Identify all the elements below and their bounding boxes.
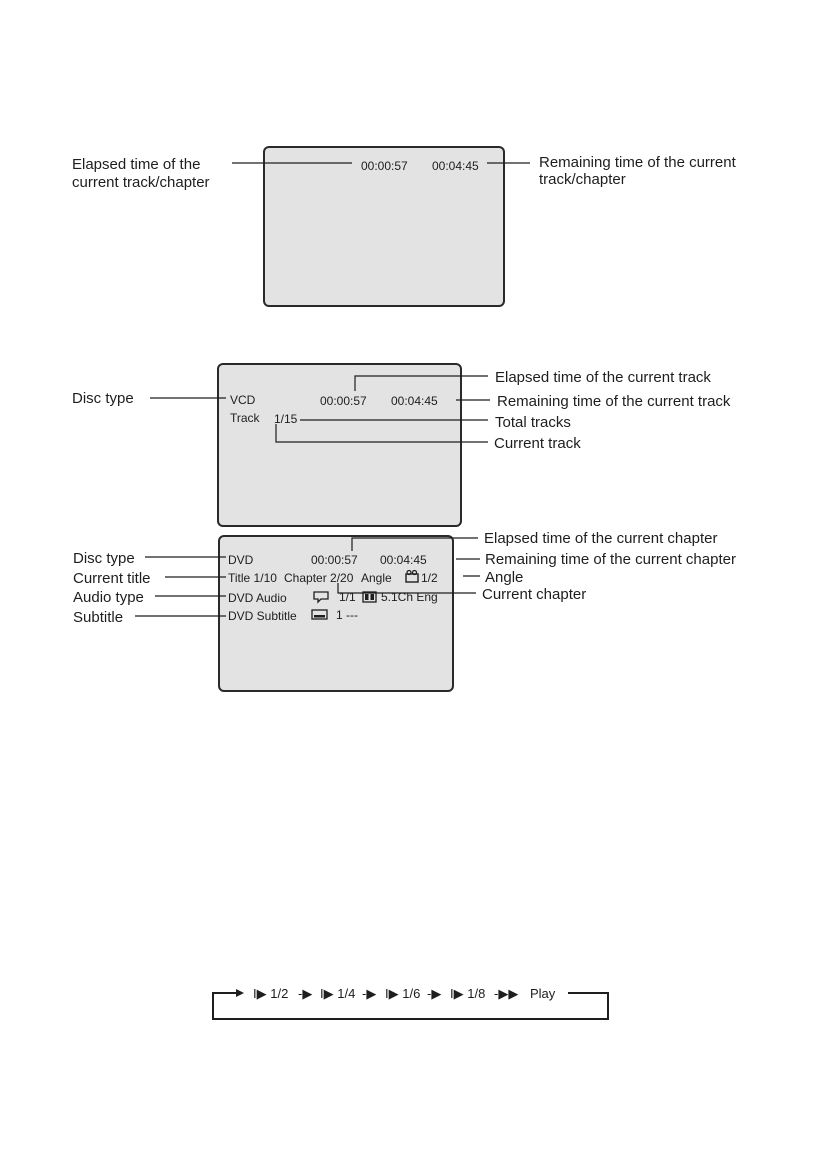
label-total-tracks: Total tracks [495, 414, 571, 431]
chapter-value: Chapter 2/20 [284, 571, 354, 585]
slow-step-1 [253, 986, 288, 1001]
track-label: Track [230, 411, 260, 425]
slow-step-value: 1/4 [337, 986, 356, 1001]
label-angle: Angle [485, 569, 524, 586]
slow-step-value: 1/6 [402, 986, 421, 1001]
play-label: Play [530, 986, 556, 1001]
label-elapsed-chapter: Elapsed time of the current chapter [484, 530, 718, 547]
label-remaining-chapter: Remaining time of the current chapter [485, 551, 736, 568]
slow-play-icon: I▶ [385, 986, 399, 1001]
audio-format: 5.1Ch Eng [381, 590, 438, 604]
arrow-icon: -▶ [427, 986, 442, 1001]
label-current-title: Current title [73, 570, 151, 587]
label-subtitle: Subtitle [73, 609, 124, 626]
track-value: 1/15 [274, 412, 298, 426]
label-current-track: Current track [494, 435, 581, 452]
arrow-icon: -▶ [362, 986, 377, 1001]
slow-play-icon: I▶ [450, 986, 464, 1001]
label-remaining-track: Remaining time of the current track [497, 393, 731, 410]
arrow-icon [236, 989, 244, 997]
label-elapsed-line1: Elapsed time of the [72, 156, 201, 173]
disc-type-value: DVD [228, 553, 254, 567]
elapsed-time: 00:00:57 [311, 553, 358, 567]
label-remaining-line1: Remaining time of the current [539, 154, 736, 171]
slow-play-icon: I▶ [320, 986, 334, 1001]
elapsed-time: 00:00:57 [361, 159, 408, 173]
label-elapsed-track: Elapsed time of the current track [495, 369, 711, 386]
audio-label: DVD Audio [228, 591, 287, 605]
subtitle-label: DVD Subtitle [228, 609, 297, 623]
angle-label: Angle [361, 571, 392, 585]
subtitle-value: 1 --- [336, 608, 358, 622]
slow-step-3 [385, 986, 420, 1001]
angle-value: 1/2 [421, 571, 438, 585]
title-value: Title 1/10 [228, 571, 277, 585]
remaining-time: 00:04:45 [391, 394, 438, 408]
slow-step-2 [320, 986, 355, 1001]
elapsed-time: 00:00:57 [320, 394, 367, 408]
label-remaining-line2: track/chapter [539, 171, 626, 188]
disc-type-value: VCD [230, 393, 256, 407]
remaining-time: 00:04:45 [380, 553, 427, 567]
audio-value: 1/1 [339, 590, 356, 604]
label-audio-type: Audio type [73, 589, 144, 606]
slow-step-value: 1/8 [467, 986, 486, 1001]
label-current-chapter: Current chapter [482, 586, 587, 603]
slow-step-4 [450, 986, 485, 1001]
label-disc-type: Disc type [72, 390, 134, 407]
slow-step-value: 1/2 [270, 986, 289, 1001]
slow-play-icon: I▶ [253, 986, 267, 1001]
label-disc-type: Disc type [73, 550, 135, 567]
arrow-icon: -▶▶ [494, 986, 519, 1001]
label-elapsed-line2: current track/chapter [72, 174, 210, 191]
remaining-time: 00:04:45 [432, 159, 479, 173]
arrow-icon: -▶ [298, 986, 313, 1001]
